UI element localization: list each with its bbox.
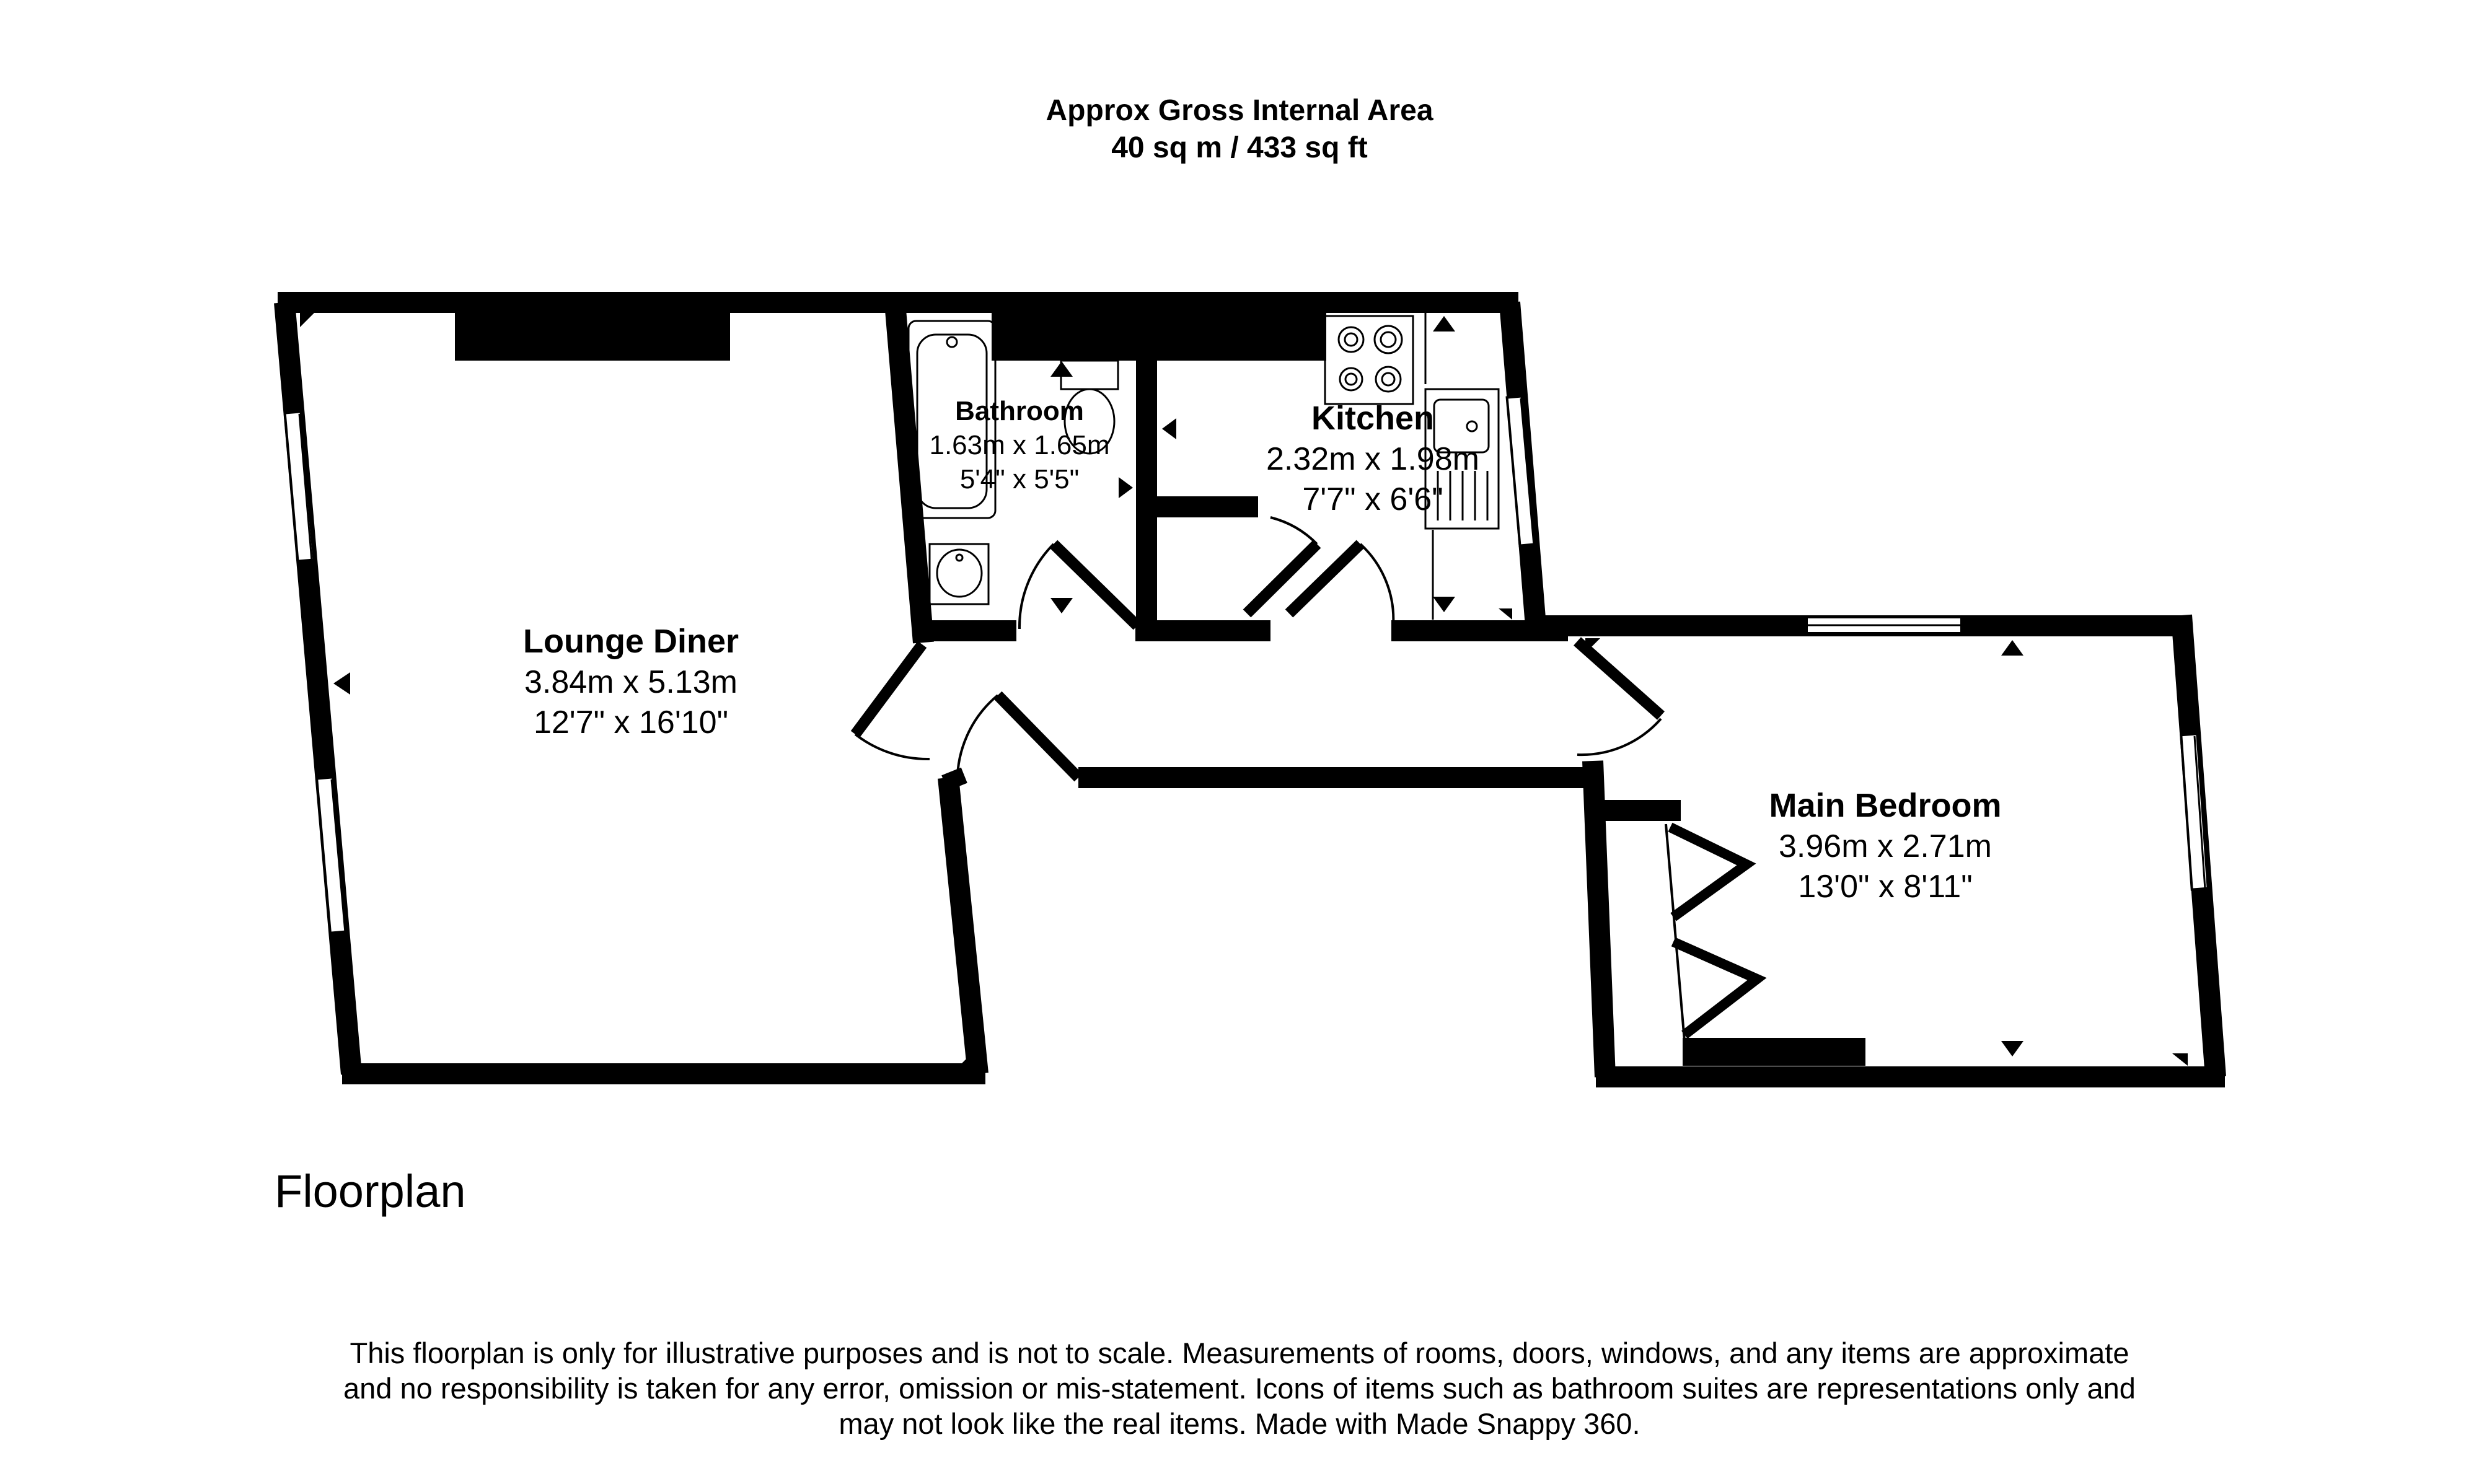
kitchen-imperial: 7'7" x 6'6" <box>1302 481 1443 517</box>
bath-door-swing <box>1019 544 1054 629</box>
bath-top-block <box>992 310 1326 361</box>
lounge-imperial: 12'7" x 16'10" <box>533 705 729 740</box>
lounge-metric: 3.84m x 5.13m <box>524 664 738 700</box>
marker-kitchen-left <box>1162 418 1176 439</box>
bedroom-door-leaf <box>1577 641 1661 716</box>
kitchen-name: Kitchen <box>1311 400 1435 437</box>
bedroom-bottom-block <box>1683 1038 1865 1066</box>
marker-lounge-left <box>333 672 350 695</box>
area-title: Approx Gross Internal Area <box>1046 94 1433 127</box>
bathroom-metric: 1.63m x 1.65m <box>929 430 1110 460</box>
disclaimer-line-3: may not look like the real items. Made with Made Snappy 360. <box>839 1407 1640 1440</box>
disclaimer-line-2: and no responsibility is taken for any error, omission or mis-statement. Icons of items such as bathroom suites are representations only and <box>343 1372 2136 1405</box>
bath-door-leaf <box>1054 544 1137 626</box>
area-value: 40 sq m / 433 sq ft <box>1111 131 1368 164</box>
marker-kitchen-corner <box>1499 608 1512 620</box>
floor-title: Floorplan <box>275 1166 466 1217</box>
bedroom-name: Main Bedroom <box>1769 787 2002 824</box>
bathroom-imperial: 5'4" x 5'5" <box>959 464 1080 494</box>
marker-bath-right <box>1119 477 1133 498</box>
disclaimer <box>0 1335 2479 1441</box>
lounge-wall-right-lower <box>948 778 978 1074</box>
kitchen-door-swing-right <box>1360 544 1393 626</box>
marker-lounge-top <box>300 311 316 327</box>
lounge-door-leaf <box>855 644 922 734</box>
wardrobe-door-upper <box>1670 827 1746 917</box>
disclaimer-line-1: This floorplan is only for illustrative purposes and is not to scale. Measurements of rooms, doors, windows, and any items are approximate <box>350 1337 2129 1369</box>
hob-icon <box>1325 316 1413 404</box>
kitchen-metric: 2.32m x 1.98m <box>1266 441 1479 477</box>
bedroom-metric: 3.96m x 2.71m <box>1779 828 1992 864</box>
lounge-door-swing <box>855 734 930 759</box>
hall-door-leaf <box>998 695 1078 778</box>
lounge-chimney <box>455 310 730 361</box>
marker-bath-bottom <box>1050 598 1073 613</box>
marker-kitchen-top <box>1433 316 1455 331</box>
sink-icon <box>930 544 989 604</box>
marker-bath-top <box>1050 361 1073 377</box>
marker-bedroom-top <box>2001 640 2023 656</box>
marker-bedroom-bottom <box>2001 1041 2023 1056</box>
lounge-name: Lounge Diner <box>523 623 739 660</box>
marker-kitchen-bottom <box>1433 597 1455 612</box>
kitchen-door-swing-left <box>1270 517 1317 544</box>
bedroom-imperial: 13'0" x 8'11" <box>1798 869 1973 905</box>
bathroom-name: Bathroom <box>955 396 1084 426</box>
marker-bedroom-corner <box>2172 1053 2188 1066</box>
wardrobe-door-lower <box>1673 942 1757 1035</box>
hall-door-swing <box>958 695 998 787</box>
bedroom-door-swing <box>1577 719 1661 755</box>
